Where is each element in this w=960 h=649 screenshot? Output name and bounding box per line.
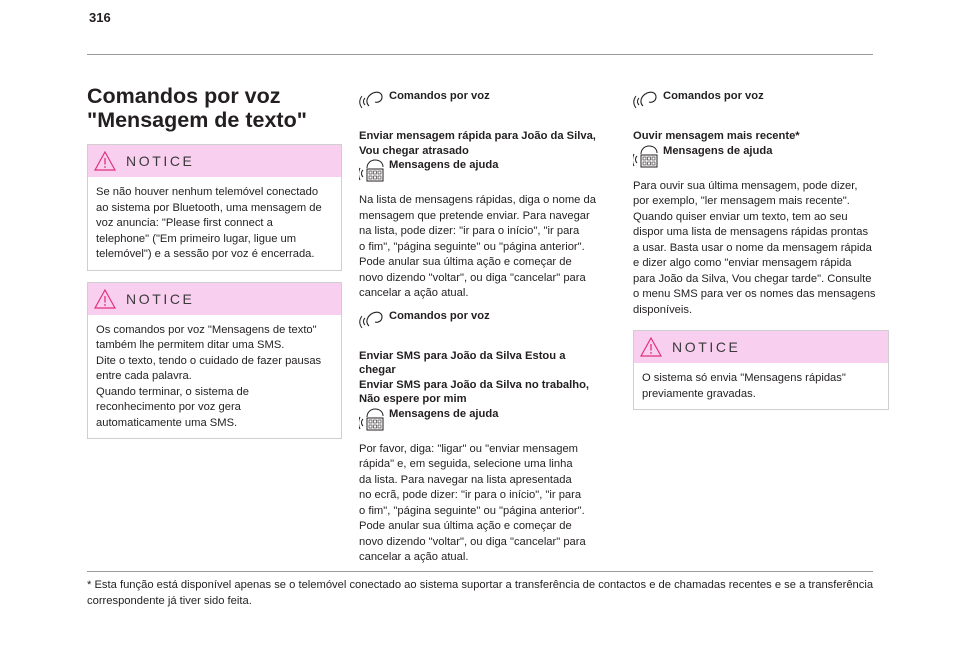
notice-box-3 (633, 330, 889, 410)
help-message-icon (359, 158, 389, 187)
column-left (87, 82, 342, 450)
voice-command-text: Enviar SMS para João da Silva Estou a chegar Enviar SMS para João da Silva no trabalho, Não espere por mim (359, 349, 590, 405)
footnote-divider (87, 571, 873, 572)
footnote: * Esta função está disponível apenas se o telemóvel conectado ao sistema suportar a transferência de contactos e de chamadas recentes e se a transferência correspondente já tiver sido feita. (87, 579, 874, 607)
notice-header (88, 283, 341, 315)
notice-text: Os comandos por voz "Mensagens de texto" também lhe permitem ditar uma SMS. Dite o texto, tendo o cuidado de fazer pausas entre cada palavra. Quando terminar, o sistema de reconhecimento por voz gera automaticamente uma SMS. (96, 323, 322, 429)
notice-box-1 (87, 144, 342, 271)
page-number: 316 (89, 10, 111, 25)
warning-triangle-icon (94, 151, 116, 171)
column-middle (359, 82, 614, 566)
notice-text: O sistema só envia "Mensagens rápidas" previamente gravadas. (642, 372, 846, 400)
warning-triangle-icon (94, 289, 116, 309)
voice-command-text: Enviar mensagem rápida para João da Silva, Vou chegar atrasado (359, 130, 596, 157)
help-message-text: Na lista de mensagens rápidas, diga o nome da mensagem que pretende enviar. Para navegar na lista, pode dizer: "ir para o início", "ir para o fim", "página seguinte" ou "página anterior". Pode anular sua última ação e começar de novo dizendo "voltar", ou diga "cancelar" para cancelar a ação atual. (359, 194, 596, 299)
notice-text: Se não houver nenhum telemóvel conectado ao sistema por Bluetooth, uma mensagem de voz anuncia: "Please first connect a telephone" ("Em primeiro lugar, ligue um telemóvel") e a sessão por voz é encerrada. (96, 186, 322, 260)
help-message-icon (359, 407, 389, 436)
voice-command-text: Ouvir mensagem mais recente* (633, 130, 800, 142)
help-message-text: Por favor, diga: "ligar" ou "enviar mensagem rápida" e, em seguida, selecione uma linha da lista. Para navegar na lista apresentada no ecrã, pode dizer: "ir para o início", "ir para o fim", "página seguinte" ou "página anterior". Pode anular sua última ação e começar de novo dizendo "voltar", ou diga "cancelar" para cancelar a ação atual. (359, 442, 586, 563)
help-message-label: Mensagens de ajuda (663, 144, 773, 157)
help-message-text: Para ouvir sua última mensagem, pode dizer, por exemplo, "ler mensagem mais recente". Quando quiser enviar um texto, tem ao seu dispor uma lista de mensagens rápidas prontas a usar. Basta usar o nome da mensagem rápida e dizer algo como "enviar mensagem rápida para João da Silva, Vou chegar tarde". Consulte o menu SMS para ver os nomes das mensagens disponíveis. (633, 179, 876, 316)
warning-triangle-icon (640, 337, 662, 357)
help-message-heading (359, 158, 614, 187)
column-right (633, 82, 889, 421)
voice-command-icon (359, 306, 389, 335)
voice-command-heading (633, 86, 889, 115)
voice-command-label: Comandos por voz (389, 90, 490, 102)
page-title (87, 84, 342, 132)
help-message-label: Mensagens de ajuda (389, 407, 499, 420)
voice-command-heading (359, 306, 614, 335)
help-message-label: Mensagens de ajuda (389, 159, 499, 171)
voice-command-heading (359, 86, 614, 115)
notice-header (634, 331, 888, 363)
voice-command-label: Comandos por voz (389, 309, 490, 322)
notice-header (88, 145, 341, 177)
notice-label: NOTICE (126, 290, 195, 307)
voice-command-label: Comandos por voz (663, 90, 764, 102)
top-divider (87, 54, 873, 55)
help-message-heading (359, 407, 614, 436)
notice-label: NOTICE (126, 153, 195, 169)
title-line-2: "Mensagem de texto" (87, 108, 307, 132)
help-message-icon (633, 144, 663, 173)
notice-box-2 (87, 282, 342, 440)
help-message-heading (633, 144, 889, 173)
title-line-1: Comandos por voz (87, 84, 281, 108)
notice-label: NOTICE (672, 339, 741, 355)
voice-command-icon (359, 86, 389, 115)
voice-command-icon (633, 86, 663, 115)
